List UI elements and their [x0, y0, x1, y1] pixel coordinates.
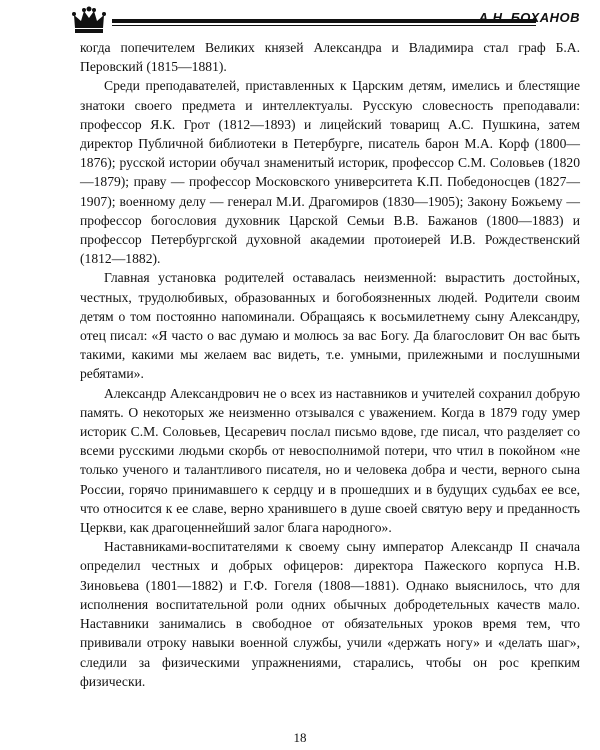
- crown-icon: [72, 6, 106, 36]
- header-rule: [112, 19, 536, 23]
- page-number: 18: [293, 730, 307, 745]
- paragraph: Наставниками-воспитателями к своему сыну император Александр II сначала определил честных и добрых офицеров: директора Пажеского корпуса Н.В. Зиновьева (1801—1882) и Г.Ф. Гогеля (1808—1881). Однако выяснилось, что для исполнения воспитательной роли одних обычных добродетельных качеств мало. Наставники занимались в свободное от обязательных уроков время тем, что прививали отроку навыки военной службы, учили «держать ногу» и «делать шаг», следили за физическими упражнениями, старались, чтобы он рос крепким физически.: [80, 539, 580, 689]
- body-text: [80, 38, 580, 691]
- page-header: [72, 6, 580, 36]
- paragraph: Среди преподавателей, приставленных к Царским детям, имелись и блестящие знатоки своего предмета и интеллектуалы. Русскую словесность преподавали: профессор Я.К. Грот (1812—1893) и лицейский товарищ А.С. Пушкина, затем директор Публичной библиотеки в Петербурге, писатель барон М.А. Корф (1800—1876); русской истории обучал знаменитый историк, профессор С.М. Соловьев (1820—1879); праву — профессор Московского университета К.П. Победоносцев (1827—1907); военному делу — генерал М.И. Драгомиров (1830—1905); Закону Божьему — профессор богословия духовник Царской Семьи В.В. Бажанов (1800—1883) и профессор Петербургской духовной академии протоиерей И.В. Рождественский (1812—1882).: [80, 78, 580, 267]
- paragraph: Главная установка родителей оставалась неизменной: вырастить достойных, честных, трудолюбивых, образованных и богобоязненных людей. Родители своим детям о том постоянно напоминали. Обращаясь к восьмилетнему сыну Александру, отец писал: «Я часто о вас думаю и молюсь за вас Богу. Да благословит Он вас быть такими, какими мы желаем вас видеть, т.е. умными, прилежными и послушными ребятами».: [80, 270, 580, 382]
- paragraph: Александр Александрович не о всех из наставников и учителей сохранил добрую память. О некоторых же неизменно отзывался с уважением. Когда в 1879 году умер историк С.М. Соловьев, Цесаревич послал письмо вдове, где писал, что разделяет со всеми русскими людьми скорбь от невосполнимой потери, что чтил в покойном «не только ученого и талантливого писателя, но и человека добра и чести, верного сына России, горячо принимавшего к сердцу и в прошедших и в будущих судьбах ее все, что относится к ее славе, верно хранившего в душе своей святую веру и преданность Церкви, как драгоценнейший залог блага народного».: [80, 385, 580, 536]
- running-head: А.Н. БОХАНОВ: [478, 10, 580, 25]
- paragraph: когда попечителем Великих князей Александра и Владимира стал граф Б.А. Перовский (1815—1881).: [80, 40, 580, 75]
